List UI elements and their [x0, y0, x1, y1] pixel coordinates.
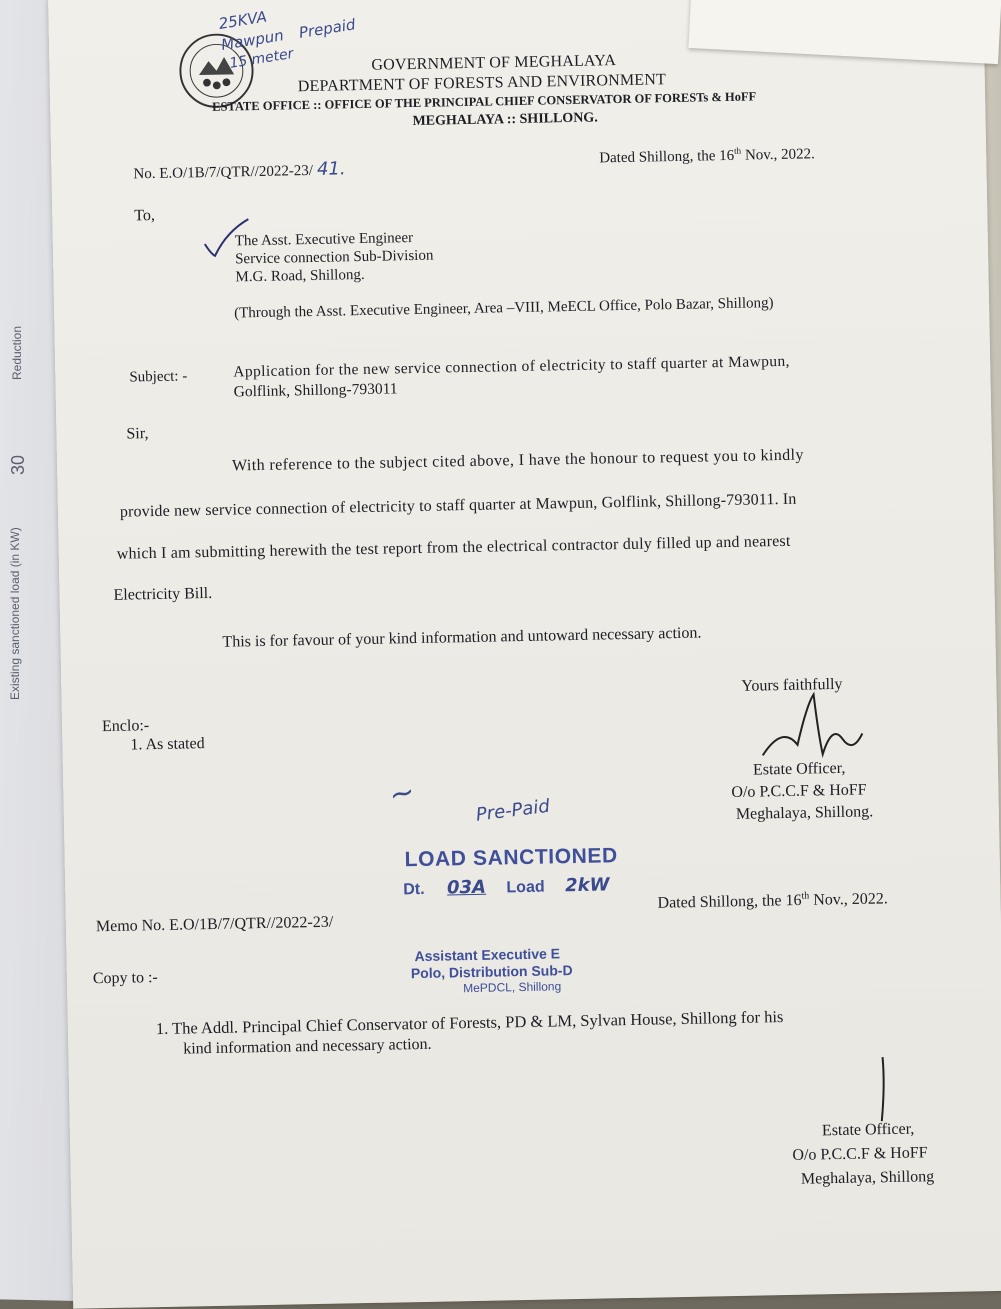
signatory-2-title: Estate Officer,: [821, 1120, 915, 1140]
copy-to-label: Copy to :-: [92, 969, 158, 988]
letter-date-text: Dated Shillong, the 16: [599, 147, 735, 167]
side-form-label: Existing sanctioned load (in KW): [8, 527, 22, 700]
stamp-load-label: Load: [506, 878, 545, 897]
signatory-1-title: Estate Officer,: [752, 759, 846, 779]
body-line-3: which I am submitting herewith the test report from the electrical contractor duly filled up and nearest: [116, 532, 791, 563]
favour-line: This is for favour of your kind information and untoward necessary action.: [222, 624, 702, 651]
signatory-2-place: Meghalaya, Shillong: [800, 1168, 935, 1188]
signatory-1-office: O/o P.C.C.F & HoFF: [731, 781, 867, 802]
to-label: To,: [134, 206, 156, 225]
memo-date-text: Dated Shillong, the 16: [657, 892, 802, 912]
memo-date: [657, 889, 888, 913]
header-office: ESTATE OFFICE :: OFFICE OF THE PRINCIPAL CHIEF CONSERVATOR OF FORESTs & HoFF: [212, 89, 757, 114]
stamp-signature-icon: ~: [385, 773, 419, 814]
signature-2-icon: [869, 1055, 900, 1126]
memo-date-sup: th: [801, 890, 810, 902]
letter-date: [599, 144, 815, 167]
letter-page: [48, 0, 1001, 1309]
subject-line-1: Application for the new service connection of electricity to staff quarter at Mawpun,: [233, 352, 790, 381]
copy-line-2: kind information and necessary action.: [183, 1035, 432, 1058]
body-line-2: provide new service connection of electricity to staff quarter at Mawpun, Golflink, Shillong-793011. In: [119, 490, 797, 521]
addressee-line-1: The Asst. Executive Engineer: [234, 230, 414, 250]
body-line-4: Electricity Bill.: [113, 584, 213, 604]
stamp-line-1: Assistant Executive E: [414, 945, 561, 965]
salutation: Sir,: [126, 425, 149, 443]
closing: Yours faithfully: [741, 675, 843, 695]
handnote-prepaid: Prepaid: [297, 15, 357, 43]
addressee-line-2: Service connection Sub-Division: [234, 247, 434, 268]
letter-date-sup: th: [734, 145, 742, 156]
letter-date-tail: Nov., 2022.: [741, 146, 815, 164]
copy-line-1: 1. The Addl. Principal Chief Conservator of Forests, PD & LM, Sylvan House, Shillong for his: [155, 1007, 784, 1039]
stamp-load-value: 2kW: [564, 874, 610, 897]
handnote-kva: 25KVA: [217, 7, 269, 33]
header-place: MEGHALAYA :: SHILLONG.: [412, 110, 598, 130]
signatory-2-office: O/o P.C.C.F & HoFF: [792, 1144, 928, 1164]
body-line-1: With reference to the subject cited above, I have the honour to request you to kindly: [231, 446, 804, 475]
letter-number-hand: 41.: [316, 158, 346, 180]
header-govt: GOVERNMENT OF MEGHALAYA: [371, 52, 617, 74]
letter-number-text: No. E.O/1B/7/QTR//2022-23/: [133, 162, 314, 183]
handnote-place: Mawpun: [219, 26, 285, 54]
memo-number: Memo No. E.O/1B/7/QTR//2022-23/: [95, 913, 334, 936]
memo-date-tail: Nov., 2022.: [809, 890, 888, 909]
addressee-line-3: M.G. Road, Shillong.: [235, 266, 365, 286]
stamp-dt-value: 03A: [446, 876, 487, 899]
enclosure-item: 1. As stated: [130, 735, 205, 754]
stamp-line-2: Polo, Distribution Sub-D: [410, 962, 573, 982]
letter-number: [133, 158, 346, 183]
underlying-form-text: [0, 300, 60, 720]
enclosure-label: Enclo:-: [101, 717, 150, 736]
side-form-reduction: Reduction: [10, 325, 24, 380]
stamp-line-3: MePDCL, Shillong: [463, 979, 562, 996]
subject-line-2: Golflink, Shillong-793011: [233, 380, 398, 401]
stamp-title: LOAD SANCTIONED: [404, 844, 619, 872]
side-form-value: 30: [8, 454, 28, 475]
through-line: (Through the Asst. Executive Engineer, Area –VIII, MeECL Office, Polo Bazar, Shillong): [234, 295, 774, 322]
handnote-meter: 15 meter: [228, 45, 295, 72]
stamp-dt-label: Dt.: [403, 880, 425, 899]
stamp-sign-note: Pre-Paid: [474, 795, 551, 826]
header-dept: DEPARTMENT OF FORESTS AND ENVIRONMENT: [297, 71, 667, 96]
signatory-1-place: Meghalaya, Shillong.: [735, 803, 874, 823]
stamp-date-row: [403, 874, 610, 899]
subject-label: Subject: -: [129, 368, 188, 386]
